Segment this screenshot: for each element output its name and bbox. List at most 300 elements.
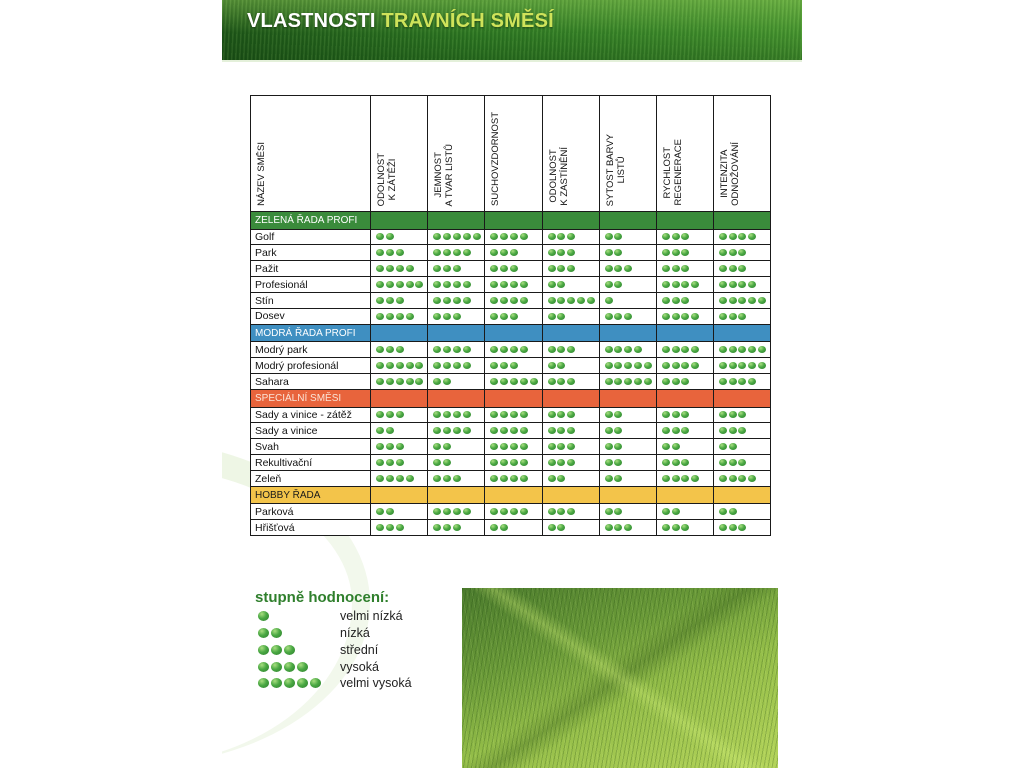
rating-cell [713, 374, 770, 390]
rating-cell [656, 423, 713, 439]
rating-cell [428, 245, 485, 261]
rating-dot-icon [681, 265, 689, 272]
rating-dot-icon [433, 265, 441, 272]
rating-dot-icon [567, 233, 575, 240]
rating-dot-icon [443, 281, 451, 288]
mix-name: Modrý profesionál [251, 358, 371, 374]
rating-dot-icon [719, 443, 727, 450]
rating-cell [542, 293, 599, 309]
rating-dot-icon [530, 378, 538, 385]
rating-cell [599, 439, 656, 455]
rating-cell [713, 245, 770, 261]
rating-dot-icon [672, 362, 680, 369]
mix-name: Park [251, 245, 371, 261]
mix-name: Sahara [251, 374, 371, 390]
rating-cell [485, 342, 542, 358]
rating-dot-icon [681, 411, 689, 418]
rating-dot-icon [520, 233, 528, 240]
rating-cell [428, 261, 485, 277]
rating-dot-icon [548, 524, 556, 531]
rating-dot-icon [258, 611, 269, 621]
rating-dot-icon [548, 281, 556, 288]
rating-dot-icon [605, 459, 613, 466]
rating-dot-icon [406, 265, 414, 272]
rating-dot-icon [738, 362, 746, 369]
rating-cell [428, 342, 485, 358]
rating-dot-icon [500, 346, 508, 353]
rating-dot-icon [500, 313, 508, 320]
rating-dot-icon [748, 475, 756, 482]
rating-dot-icon [490, 459, 498, 466]
rating-dot-icon [662, 427, 670, 434]
rating-dot-icon [672, 297, 680, 304]
rating-dot-icon [614, 346, 622, 353]
rating-dot-icon [548, 297, 556, 304]
rating-dot-icon [490, 297, 498, 304]
legend-item [258, 609, 458, 625]
rating-dot-icon [376, 249, 384, 256]
rating-dot-icon [443, 362, 451, 369]
rating-dot-icon [557, 427, 565, 434]
rating-dot-icon [453, 297, 461, 304]
legend-label: nízká [340, 626, 370, 640]
rating-dot-icon [453, 411, 461, 418]
rating-dot-icon [605, 475, 613, 482]
group-band-cell [428, 486, 485, 504]
rating-cell [371, 520, 428, 536]
rating-dot-icon [614, 281, 622, 288]
legend-item [258, 643, 458, 659]
rating-dot-icon [681, 297, 689, 304]
rating-dot-icon [490, 524, 498, 531]
rating-dot-icon [662, 297, 670, 304]
legend-dots [258, 662, 310, 672]
rating-dot-icon [500, 249, 508, 256]
rating-dot-icon [624, 378, 632, 385]
mix-name: Rekultivační [251, 455, 371, 471]
rating-dot-icon [548, 459, 556, 466]
rating-dot-icon [396, 411, 404, 418]
column-header-drought-resistance [485, 96, 542, 212]
rating-dot-icon [490, 281, 498, 288]
rating-dot-icon [453, 281, 461, 288]
rating-cell [656, 358, 713, 374]
rating-dot-icon [406, 281, 414, 288]
rating-dot-icon [729, 411, 737, 418]
rating-dot-icon [557, 443, 565, 450]
rating-dot-icon [738, 459, 746, 466]
table-row [251, 423, 771, 439]
rating-dot-icon [719, 524, 727, 531]
rating-cell [428, 439, 485, 455]
rating-cell [371, 407, 428, 423]
column-header-text: NÁZEV SMĚSI [256, 142, 267, 206]
rating-cell [485, 229, 542, 245]
rating-dot-icon [758, 362, 766, 369]
table-row [251, 342, 771, 358]
rating-dot-icon [443, 524, 451, 531]
rating-cell [428, 358, 485, 374]
rating-cell [371, 504, 428, 520]
rating-dot-icon [681, 524, 689, 531]
rating-dot-icon [433, 508, 441, 515]
rating-dot-icon [386, 411, 394, 418]
rating-dot-icon [624, 265, 632, 272]
rating-dot-icon [662, 281, 670, 288]
rating-dot-icon [557, 265, 565, 272]
rating-dot-icon [748, 233, 756, 240]
rating-dot-icon [415, 281, 423, 288]
group-band-cell [485, 324, 542, 342]
rating-dot-icon [662, 249, 670, 256]
rating-dot-icon [453, 524, 461, 531]
table-row [251, 358, 771, 374]
rating-dot-icon [443, 475, 451, 482]
group-label: HOBBY ŘADA [251, 486, 371, 504]
rating-dot-icon [297, 678, 308, 688]
rating-dot-icon [738, 475, 746, 482]
rating-dot-icon [605, 233, 613, 240]
rating-dot-icon [258, 628, 269, 638]
rating-dot-icon [396, 524, 404, 531]
rating-dot-icon [719, 427, 727, 434]
group-band-cell [599, 324, 656, 342]
rating-dot-icon [548, 313, 556, 320]
rating-dot-icon [386, 249, 394, 256]
rating-dot-icon [719, 411, 727, 418]
rating-cell [713, 261, 770, 277]
rating-dot-icon [376, 362, 384, 369]
rating-cell [656, 245, 713, 261]
mix-name: Hřišťová [251, 520, 371, 536]
rating-dot-icon [614, 249, 622, 256]
rating-dot-icon [406, 362, 414, 369]
rating-cell [656, 374, 713, 390]
rating-dot-icon [748, 281, 756, 288]
column-header-tillering-intensity [713, 96, 770, 212]
rating-dot-icon [605, 443, 613, 450]
group-band-cell [656, 324, 713, 342]
rating-cell [485, 358, 542, 374]
rating-dot-icon [729, 524, 737, 531]
rating-dot-icon [490, 265, 498, 272]
rating-dot-icon [729, 427, 737, 434]
rating-dot-icon [719, 475, 727, 482]
group-band-cell [371, 212, 428, 230]
rating-dot-icon [567, 297, 575, 304]
rating-cell [371, 342, 428, 358]
rating-cell [428, 374, 485, 390]
rating-cell [599, 277, 656, 293]
rating-dot-icon [567, 346, 575, 353]
rating-dot-icon [433, 411, 441, 418]
rating-dot-icon [463, 233, 471, 240]
rating-dot-icon [453, 362, 461, 369]
rating-dot-icon [748, 362, 756, 369]
rating-dot-icon [672, 265, 680, 272]
column-header-text: ODOLNOST [376, 152, 388, 206]
rating-dot-icon [614, 524, 622, 531]
rating-dot-icon [443, 508, 451, 515]
rating-cell [542, 342, 599, 358]
rating-cell [542, 407, 599, 423]
rating-dot-icon [463, 249, 471, 256]
rating-dot-icon [415, 362, 423, 369]
column-header-leaf-fineness [428, 96, 485, 212]
rating-cell [599, 358, 656, 374]
rating-cell [485, 277, 542, 293]
rating-dot-icon [719, 459, 727, 466]
rating-dot-icon [453, 475, 461, 482]
rating-dot-icon [614, 378, 622, 385]
rating-dot-icon [624, 524, 632, 531]
table-row [251, 504, 771, 520]
rating-dot-icon [520, 297, 528, 304]
rating-dot-icon [433, 297, 441, 304]
rating-dot-icon [510, 362, 518, 369]
table-row [251, 308, 771, 324]
rating-dot-icon [672, 459, 680, 466]
rating-dot-icon [443, 313, 451, 320]
group-band-cell [713, 324, 770, 342]
rating-dot-icon [605, 346, 613, 353]
rating-dot-icon [453, 265, 461, 272]
rating-dot-icon [577, 297, 585, 304]
rating-dot-icon [672, 475, 680, 482]
rating-dot-icon [510, 378, 518, 385]
rating-dot-icon [271, 628, 282, 638]
rating-cell [371, 308, 428, 324]
rating-dot-icon [376, 346, 384, 353]
rating-dot-icon [691, 281, 699, 288]
rating-cell [656, 520, 713, 536]
rating-dot-icon [500, 524, 508, 531]
table-row [251, 455, 771, 471]
rating-dot-icon [729, 249, 737, 256]
rating-dot-icon [376, 233, 384, 240]
column-header-text: A TVAR LISTŮ [444, 143, 456, 206]
rating-cell [371, 261, 428, 277]
rating-dot-icon [463, 346, 471, 353]
rating-dot-icon [433, 346, 441, 353]
rating-dot-icon [463, 362, 471, 369]
rating-dot-icon [567, 378, 575, 385]
rating-dot-icon [738, 524, 746, 531]
column-header-load-resistance [371, 96, 428, 212]
rating-cell [599, 293, 656, 309]
rating-dot-icon [396, 249, 404, 256]
rating-cell [599, 407, 656, 423]
rating-dot-icon [510, 443, 518, 450]
rating-dot-icon [433, 362, 441, 369]
table-header-row [251, 96, 771, 212]
rating-dot-icon [473, 233, 481, 240]
table-row [251, 229, 771, 245]
rating-dot-icon [500, 378, 508, 385]
group-band-cell [542, 486, 599, 504]
rating-cell [428, 520, 485, 536]
rating-dot-icon [548, 265, 556, 272]
rating-dot-icon [443, 346, 451, 353]
group-band-cell [656, 390, 713, 408]
mix-name: Modrý park [251, 342, 371, 358]
rating-dot-icon [681, 427, 689, 434]
rating-dot-icon [605, 427, 613, 434]
rating-dot-icon [567, 265, 575, 272]
rating-dot-icon [729, 475, 737, 482]
title-banner [222, 0, 802, 62]
rating-dot-icon [376, 475, 384, 482]
rating-cell [599, 308, 656, 324]
rating-dot-icon [729, 233, 737, 240]
rating-dot-icon [376, 508, 384, 515]
group-band-cell [485, 212, 542, 230]
group-band-cell [371, 486, 428, 504]
column-header-text: ODOLNOST [547, 150, 559, 204]
rating-dot-icon [719, 281, 727, 288]
rating-cell [371, 277, 428, 293]
rating-dot-icon [758, 346, 766, 353]
rating-dot-icon [557, 459, 565, 466]
rating-dot-icon [510, 297, 518, 304]
rating-cell [371, 374, 428, 390]
rating-dot-icon [258, 678, 269, 688]
table-row [251, 277, 771, 293]
rating-dot-icon [662, 313, 670, 320]
rating-dot-icon [490, 313, 498, 320]
rating-dot-icon [510, 265, 518, 272]
rating-cell [542, 471, 599, 487]
rating-dot-icon [548, 378, 556, 385]
rating-dot-icon [386, 427, 394, 434]
rating-dot-icon [520, 427, 528, 434]
table-row [251, 374, 771, 390]
mix-name: Profesionál [251, 277, 371, 293]
rating-cell [485, 261, 542, 277]
rating-dot-icon [453, 249, 461, 256]
rating-dot-icon [662, 459, 670, 466]
rating-dot-icon [662, 233, 670, 240]
rating-dot-icon [662, 508, 670, 515]
rating-dot-icon [396, 265, 404, 272]
rating-cell [542, 374, 599, 390]
rating-dot-icon [396, 443, 404, 450]
rating-dot-icon [681, 233, 689, 240]
legend-item [258, 626, 458, 642]
rating-dot-icon [644, 378, 652, 385]
page-title-part1: VLASTNOSTI [247, 10, 376, 32]
rating-dot-icon [548, 346, 556, 353]
table-row [251, 439, 771, 455]
rating-dot-icon [672, 346, 680, 353]
group-band-cell [542, 324, 599, 342]
page-title [247, 10, 554, 33]
rating-dot-icon [443, 411, 451, 418]
rating-dot-icon [681, 346, 689, 353]
rating-dot-icon [271, 645, 282, 655]
rating-cell [713, 358, 770, 374]
rating-dot-icon [520, 475, 528, 482]
table-row [251, 520, 771, 536]
rating-dot-icon [557, 249, 565, 256]
rating-cell [485, 455, 542, 471]
group-band-cell [599, 212, 656, 230]
rating-dot-icon [605, 362, 613, 369]
rating-dot-icon [310, 678, 321, 688]
rating-dot-icon [386, 362, 394, 369]
rating-dot-icon [453, 508, 461, 515]
rating-dot-icon [624, 313, 632, 320]
rating-dot-icon [396, 313, 404, 320]
group-row [251, 212, 771, 230]
mix-name: Sady a vinice - zátěž [251, 407, 371, 423]
rating-cell [428, 277, 485, 293]
rating-dot-icon [605, 265, 613, 272]
rating-dot-icon [548, 508, 556, 515]
rating-dot-icon [614, 508, 622, 515]
rating-dot-icon [386, 378, 394, 385]
rating-dot-icon [386, 313, 394, 320]
rating-cell [656, 261, 713, 277]
rating-dot-icon [557, 508, 565, 515]
table-row [251, 293, 771, 309]
rating-dot-icon [520, 508, 528, 515]
rating-dot-icon [386, 443, 394, 450]
rating-cell [656, 439, 713, 455]
rating-dot-icon [681, 281, 689, 288]
rating-dot-icon [396, 281, 404, 288]
rating-dot-icon [463, 297, 471, 304]
rating-dot-icon [463, 411, 471, 418]
rating-dot-icon [548, 475, 556, 482]
group-band-cell [485, 486, 542, 504]
rating-dot-icon [719, 313, 727, 320]
rating-dot-icon [453, 427, 461, 434]
rating-cell [485, 520, 542, 536]
rating-cell [428, 504, 485, 520]
rating-cell [371, 455, 428, 471]
rating-cell [599, 374, 656, 390]
group-band-cell [428, 390, 485, 408]
rating-dot-icon [557, 362, 565, 369]
rating-dot-icon [433, 475, 441, 482]
legend-label: vysoká [340, 660, 379, 674]
legend-dots [258, 645, 297, 655]
legend-dots [258, 678, 323, 688]
mix-name: Dosev [251, 308, 371, 324]
rating-cell [656, 407, 713, 423]
rating-dot-icon [463, 427, 471, 434]
rating-dot-icon [624, 362, 632, 369]
rating-cell [599, 261, 656, 277]
rating-dot-icon [729, 313, 737, 320]
rating-cell [428, 471, 485, 487]
rating-dot-icon [738, 281, 746, 288]
rating-dot-icon [271, 662, 282, 672]
rating-dot-icon [729, 281, 737, 288]
rating-dot-icon [672, 508, 680, 515]
legend-label: velmi vysoká [340, 676, 412, 690]
rating-dot-icon [719, 362, 727, 369]
rating-dot-icon [376, 265, 384, 272]
group-band-cell [656, 212, 713, 230]
rating-dot-icon [605, 313, 613, 320]
rating-dot-icon [490, 411, 498, 418]
rating-dot-icon [500, 459, 508, 466]
legend-dots [258, 611, 271, 621]
rating-dot-icon [691, 475, 699, 482]
rating-dot-icon [386, 265, 394, 272]
